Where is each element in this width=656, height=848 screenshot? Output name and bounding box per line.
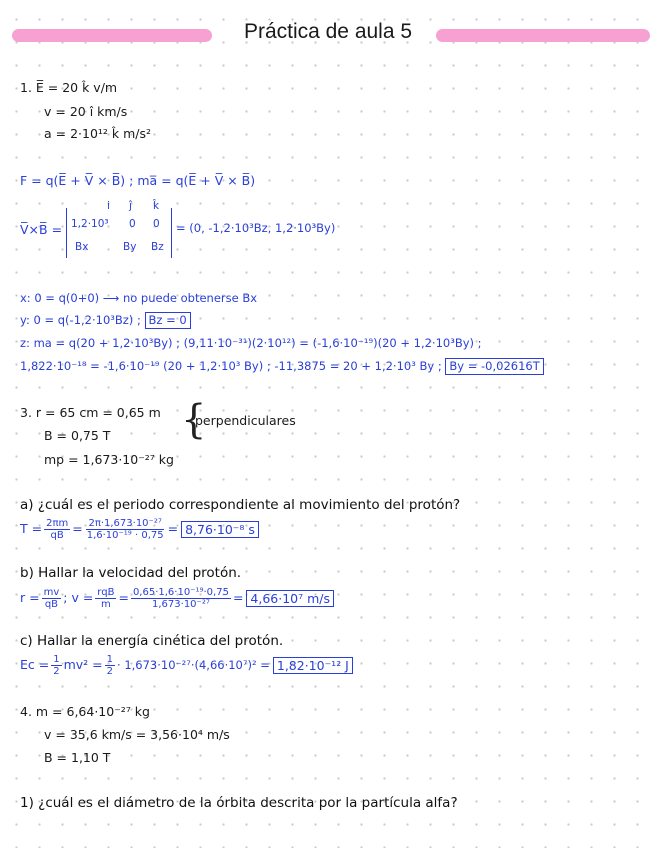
tc-rest: · 1,673·10⁻²⁷·(4,66·10⁷)² = (117, 658, 270, 672)
tc-lhs: Ec = (20, 657, 50, 672)
ta-frac1: $\frac{2\pi m}{qB}$ (46, 517, 69, 541)
tb-result-box: 4,66·10⁷ m/s (246, 590, 334, 607)
tc-result-box: 1,82·10⁻¹² J (273, 657, 353, 674)
ta-lhs: T = (20, 521, 43, 536)
p1-y-line (20, 312, 191, 329)
p1-given-e: 1. E̅ = 20 k̂ v/m (20, 80, 118, 95)
matrix-r3c2: By (123, 241, 137, 253)
brace-symbol: { (181, 397, 207, 443)
matrix-i: i (107, 200, 110, 212)
tc-frac1: $\frac{1}{2}$ (53, 653, 60, 677)
matrix-r3c3: Bz (151, 241, 164, 253)
p1-x-line: x: 0 = q(0+0) ⟶ no puede obtenerse Bx (20, 291, 258, 305)
ta-result-box: 8,76·10⁻⁸ s (181, 521, 259, 538)
tc-mid: mv² = (63, 657, 103, 672)
p3-answer-a: T = $\frac{2\pi m}{qB}$ = $\frac{\text{2π·1,673·10⁻²⁷}}{\text{1,6·10⁻¹⁹ · 0,75}}$ = 8,76·10⁻⁸ s (20, 516, 259, 542)
p4-question-1: 1) ¿cuál es el diámetro de la órbita descrita por la partícula alfa? (20, 795, 458, 811)
p3-answer-c (20, 652, 353, 678)
p1-y-text: y: 0 = q(-1,2·10³Bz) ; (20, 313, 141, 327)
matrix-k: k̂ (153, 200, 160, 212)
p1-z-line2 (20, 358, 544, 375)
matrix-r2c3: 0 (153, 218, 160, 230)
tb-lhs: r = (20, 590, 40, 605)
p1-z-result-box: By = -0,02616T (445, 358, 543, 375)
p4-given-b: B = 1,10 T (44, 750, 111, 765)
p1-given-v: v = 20 î km/s (44, 104, 128, 119)
p3-given-b: B = 0,75 T (44, 428, 111, 443)
p1-z-text: 1,822·10⁻¹⁸ = -1,6·10⁻¹⁹ (20 + 1,2·10³ By) ; -11,3875 = 20 + 1,2·10³ By ; (20, 359, 442, 373)
p3-question-b: b) Hallar la velocidad del protón. (20, 565, 242, 581)
tb-frac2: $\frac{\text{rqB}}{m}$ (97, 586, 115, 610)
p4-given-v: v = 35,6 km/s = 3,56·10⁴ m/s (44, 727, 230, 742)
p3-given-r: 3. r = 65 cm = 0,65 m (20, 405, 161, 420)
p1-cross-result: = (0, -1,2·10³Bz, 1,2·10³By) (176, 221, 336, 235)
p3-note: perpendiculares (195, 413, 296, 428)
p1-force-equation: F = q(E̅ + V̅ × B̅) ; ma̅ = q(E̅ + V̅ × B̅) (20, 173, 256, 188)
tb-mid: ; v = (63, 590, 94, 605)
tb-frac3: $\frac{\text{0,65·1,6·10⁻¹⁹·0,75}}{\text{1,673·10⁻²⁷}}$ (132, 586, 229, 610)
p1-given-a: a = 2·10¹² k̂ m/s² (44, 126, 152, 141)
matrix-r2c2: 0 (129, 218, 136, 230)
p3-question-c: c) Hallar la energía cinética del protón. (20, 633, 284, 649)
ta-frac2: $\frac{\text{2π·1,673·10⁻²⁷}}{\text{1,6·10⁻¹⁹ · 0,75}}$ (86, 517, 164, 541)
p3-given-m: mp = 1,673·10⁻²⁷ kg (44, 452, 174, 467)
p1-cross-lhs: V̅×B̅ = (20, 222, 63, 237)
p1-z-line: z: ma = q(20 + 1,2·10³By) ; (9,11·10⁻³¹)(2·10¹²) = (-1,6·10⁻¹⁹)(20 + 1,2·10³By) ; (20, 336, 482, 350)
p1-determinant (66, 200, 172, 258)
p3-answer-b: r = $\frac{mv}{qB}$ ; v = $\frac{\text{rqB}}{m}$ = $\frac{\text{0,65·1,6·10⁻¹⁹·0,75}}{\text{1,673·10⁻²⁷}}$ = 4,66·10⁷ m/s (20, 585, 334, 611)
matrix-r3c1: Bx (75, 241, 89, 253)
page-title: Práctica de aula 5 (243, 20, 413, 43)
matrix-j: ĵ (129, 200, 132, 212)
p1-y-result-box: Bz = 0 (145, 312, 191, 329)
tc-frac2: $\frac{1}{2}$ (106, 653, 114, 677)
tb-frac1: $\frac{mv}{qB}$ (43, 586, 60, 610)
p3-question-a: a) ¿cuál es el periodo correspondiente al movimiento del protón? (20, 497, 461, 513)
matrix-r2c1: 1,2·10³ (71, 218, 109, 230)
p4-given-m: 4. m = 6,64·10⁻²⁷ kg (20, 704, 150, 719)
